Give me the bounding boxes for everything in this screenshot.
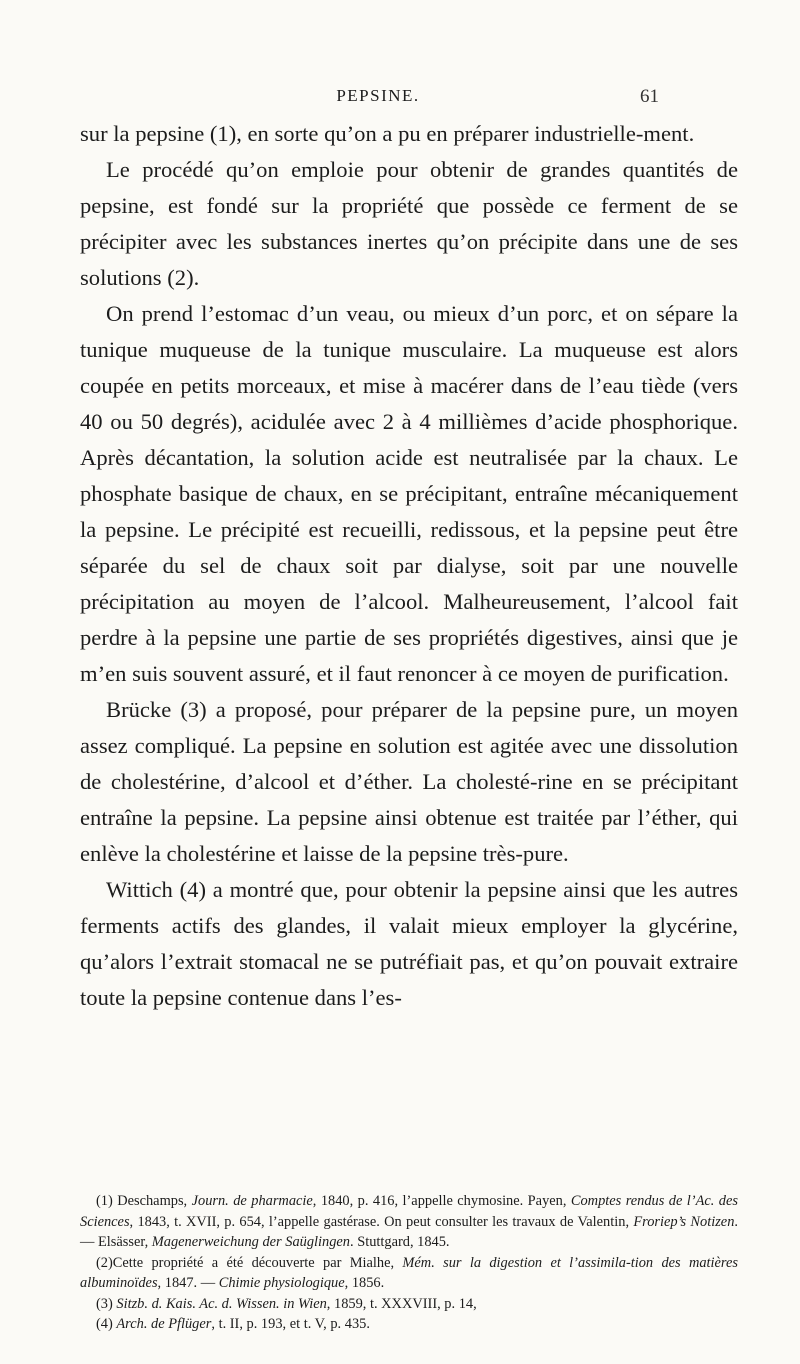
footnote-citation: Arch. de Pflüger xyxy=(116,1316,212,1332)
footnote-text: , 1843, t. XVII, p. 654, l’appelle gastérase. On peut consulter les travaux de Valentin, xyxy=(129,1213,634,1230)
paragraph: Wittich (4) a montré que, pour obtenir la pepsine ainsi que les autres ferments actifs des glandes, il valait mieux employer la glycérine, qu’alors l’extrait stomacal ne se putréfiait pas, et qu’on pouvait extraire toute la pepsine contenue dans l’es- xyxy=(80,877,738,1010)
footnote-citation: Comptes rendus de l’Ac. des Sciences xyxy=(80,1193,738,1230)
footnote-citation: Mém. sur la digestion et l’assimila-tion des matières albuminoïdes xyxy=(80,1254,738,1291)
running-title: PEPSINE. xyxy=(336,86,420,105)
footnote-mark: (1) xyxy=(96,1193,113,1209)
footnote-1 xyxy=(80,1191,738,1253)
footnote-text: , 1859, t. XXXVIII, p. 14, xyxy=(326,1295,477,1312)
footnote-citation: Froriep’s Notizen xyxy=(633,1213,735,1230)
footnote-text: Cette propriété a été découverte par Mialhe, xyxy=(112,1254,403,1271)
footnote-text: , 1856. xyxy=(344,1275,385,1291)
footnote-text: , 1840, p. 416, l’appelle chymosine. Payen, xyxy=(312,1193,571,1209)
paragraph: Le procédé qu’on emploie pour obtenir de grandes quantités de pepsine, est fondé sur la propriété que possède ce ferment de se précipiter avec les substances inertes qu’on précipite dans une de ses solutions (2). xyxy=(80,157,738,290)
paragraph: Brücke (3) a proposé, pour préparer de la pepsine pure, un moyen assez compliqué. La pepsine en solution est agitée avec une dissolution de cholestérine, d’alcool et d’éther. La cholesté-rine en se précipitant entraîne la pepsine. La pepsine ainsi obtenue est traitée par l’éther, qui enlève la cholestérine et laisse de la pepsine très-pure. xyxy=(80,697,738,866)
footnote-3 xyxy=(80,1294,738,1315)
footnote-mark: (2) xyxy=(96,1254,113,1271)
paragraph: On prend l’estomac d’un veau, ou mieux d’un porc, et on sépare la tunique muqueuse de la tunique musculaire. La muqueuse est alors coupée en petits morceaux, et mise à macérer dans de l’eau tiède (vers 40 ou 50 degrés), acidulée avec 2 à 4 millièmes d’acide phosphorique. Après décantation, la solution acide est neutralisée par la chaux. Le phosphate basique de chaux, en se précipitant, entraîne mécaniquement la pepsine. Le précipité est recueilli, redissous, et la pepsine peut être séparée du sel de chaux soit par dialyse, soit par une nouvelle précipitation au moyen de l’alcool. Malheureusement, l’alcool fait perdre à la pepsine une partie de ses propriétés digestives, ainsi que je m’en suis souvent assuré, et il faut renoncer à ce moyen de purification. xyxy=(80,301,738,686)
footnote-text: Deschamps, xyxy=(112,1193,192,1209)
footnotes xyxy=(80,1191,738,1335)
footnote-2 xyxy=(80,1253,738,1294)
footnote-text: , 1847. — xyxy=(157,1275,219,1291)
footnote-citation: Sitzb. d. Kais. Ac. d. Wissen. in Wien xyxy=(116,1295,327,1312)
footnote-text: , t. II, p. 193, et t. V, p. 435. xyxy=(211,1316,370,1332)
main-text xyxy=(80,116,738,1016)
paragraph-continued: sur la pepsine (1), en sorte qu’on a pu en préparer industrielle-ment. xyxy=(80,121,695,146)
footnote-text: . — Elsässer, xyxy=(80,1213,738,1250)
footnote-mark: (3) xyxy=(96,1295,113,1312)
footnote-citation: Magenerweichung der Saüglingen xyxy=(151,1234,350,1250)
footnote-mark: (4) xyxy=(96,1316,113,1332)
footnote-citation: Journ. de pharmacie xyxy=(191,1193,313,1209)
page-number: 61 xyxy=(640,86,659,107)
running-head xyxy=(0,86,800,110)
footnote-4 xyxy=(80,1314,738,1335)
footnote-citation: Chimie physiologique xyxy=(218,1275,345,1291)
footnote-text: . Stuttgard, 1845. xyxy=(350,1234,450,1250)
